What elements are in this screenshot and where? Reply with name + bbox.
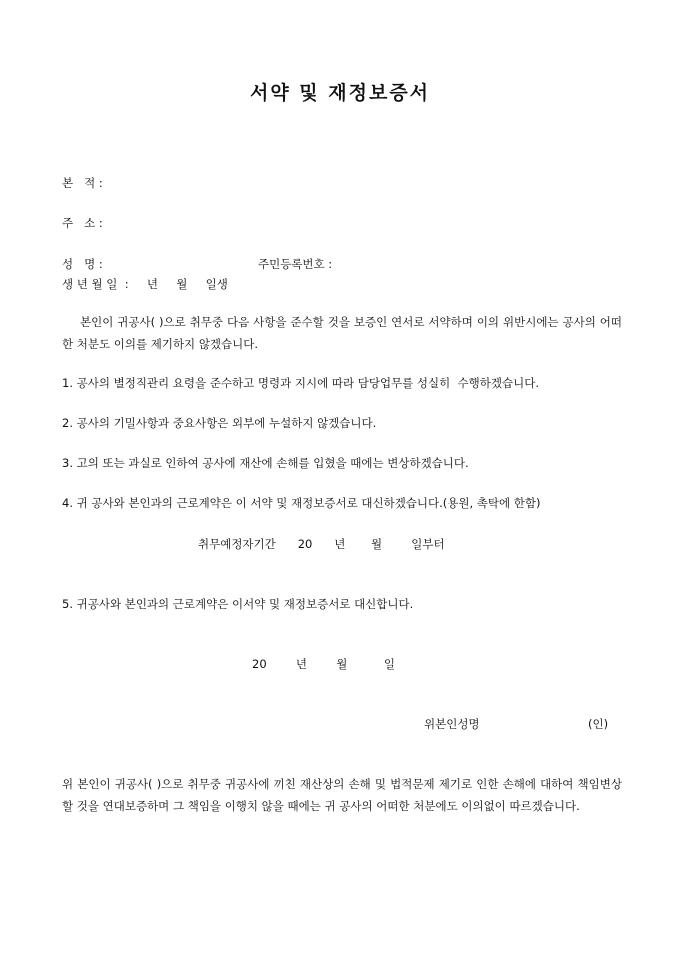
document-title: 서약 및 재정보증서 <box>249 82 431 104</box>
list-item: 1. 공사의 별정직관리 요령을 준수하고 명령과 지시에 따라 담당업무를 성실히 수행하겠습니다. <box>62 376 539 390</box>
birth-date-label: 생 년 월 일 : 년 월 일생 <box>62 277 228 291</box>
guarantee-paragraph: 위 본인이 귀공사( )으로 취무중 귀공사에 끼친 재산상의 손해 및 법적문제 제기로 인한 손해에 대하여 책임변상 할 것을 연대보증하며 그 책임을 이행치 않을 때에는 귀 공사의 어떠한 처분에도 이의없이 따르겠습니다. <box>62 777 622 813</box>
resident-number-label: 주민등록번호 : <box>258 257 333 271</box>
employment-period: 취무예정자기간 20 년 월 일부터 <box>198 537 445 551</box>
list-item: 2. 공사의 기밀사항과 중요사항은 외부에 누설하지 않겠습니다. <box>62 416 377 430</box>
seal-mark: (인) <box>588 717 609 731</box>
document-date: 20 년 월 일 <box>252 657 396 671</box>
list-item: 3. 고의 또는 과실로 인하여 공사에 재산에 손해를 입혔을 때에는 변상하겠습니다. <box>62 456 469 470</box>
address-label: 주 소 : <box>62 216 103 230</box>
list-item: 5. 귀공사와 본인과의 근로계약은 이서약 및 재정보증서로 대신합니다. <box>62 597 414 611</box>
origin-label: 본 적 : <box>62 176 103 190</box>
list-item: 4. 귀 공사와 본인과의 근로계약은 이 서약 및 재정보증서로 대신하겠습니다.(용원, 촉탁에 한함) <box>62 496 541 510</box>
intro-paragraph: 본인이 귀공사( )으로 취무중 다음 사항을 준수할 것을 보증인 연서로 서약하며 이의 위반시에는 공사의 어떠한 처분도 이의를 제기하지 않겠습니다. <box>62 315 622 351</box>
name-label: 성 명 : <box>62 257 103 271</box>
signer-name-label: 위본인성명 <box>424 717 480 731</box>
